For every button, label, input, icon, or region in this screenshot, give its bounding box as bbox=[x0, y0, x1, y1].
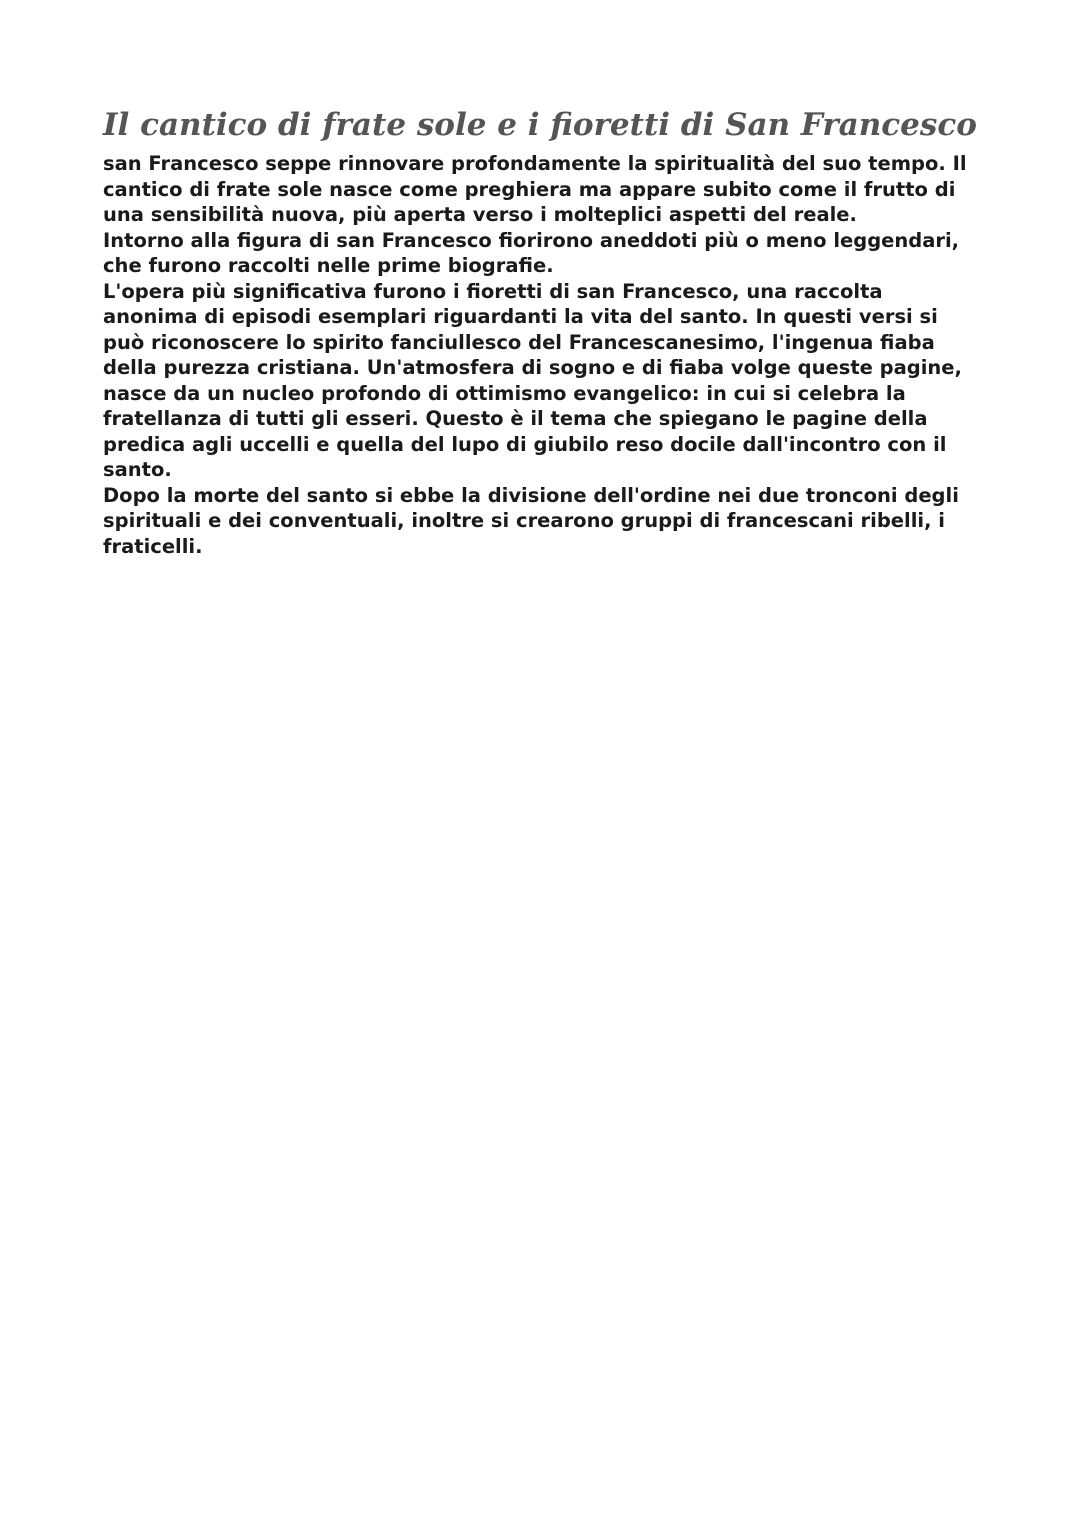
paragraph-intro: san Francesco seppe rinnovare profondamente la spiritualità del suo tempo. Il cantico di frate sole nasce come preghiera ma appare subito come il frutto di una sensibilità nuova, più aperta verso i molteplici aspetti del reale. bbox=[103, 152, 967, 226]
paragraph-fioretti: L'opera più significativa furono i fioretti di san Francesco, una raccolta anonima di episodi esemplari riguardanti la vita del santo. In questi versi si può riconoscere lo spirito fanciullesco del Francescanesimo, l'ingenua fiaba della purezza cristiana. Un'atmosfera di sogno e di fiaba volge queste pagine, nasce da un nucleo profondo di ottimismo evangelico: in cui si celebra la fratellanza di tutti gli esseri. Questo è il tema che spiegano le pagine della predica agli uccelli e quella del lupo di giubilo reso docile dall'incontro con il santo. bbox=[103, 279, 962, 481]
paragraph-anecdotes: Intorno alla figura di san Francesco fiorirono aneddoti più o meno leggendari, che furono raccolti nelle prime biografie. bbox=[103, 228, 960, 277]
paragraph-order-division: Dopo la morte del santo si ebbe la divisione dell'ordine nei due tronconi degli spirituali e dei conventuali, inoltre si crearono gruppi di francescani ribelli, i fraticelli. bbox=[103, 483, 959, 558]
document-title: Il cantico di frate sole e i fioretti di San Francesco bbox=[103, 107, 977, 143]
document-body bbox=[103, 151, 971, 559]
